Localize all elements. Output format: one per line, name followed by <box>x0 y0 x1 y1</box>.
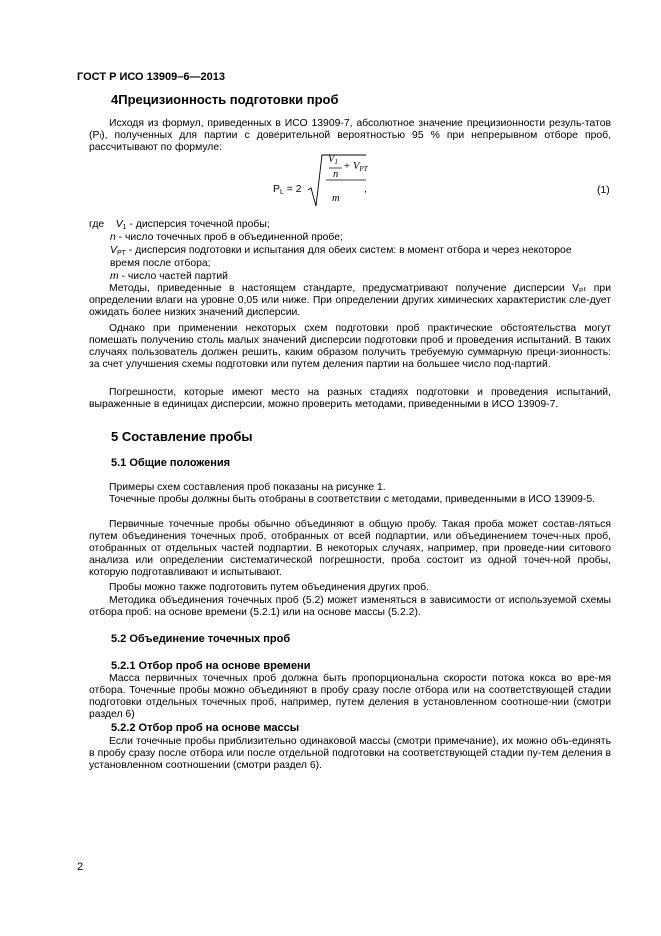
formula-inner-denominator: n <box>333 169 339 180</box>
para-5-2-2: Если точечные пробы приблизительно одинаковой массы (смотри примечание), их можно объ-единять в пробу сразу после отбора или после отдельной подготовки на соответствующей стадии пу-тем деления в установленном соотношении (смотри раздел 6). <box>89 736 611 772</box>
formula-numerator: $V_1$ <box>328 154 338 166</box>
section-5-2-title: 5.2 Объединение точечных проб <box>111 633 291 645</box>
equation-number: (1) <box>597 185 610 196</box>
para-5-2-1: Масса первичных точечных проб должна быть пропорциональна скорости потока кокса во вре-мя отбора. Точечные пробы можно объединяют в пробу сразу после отбора или на соответствующей стадии подготовки отдельных точечных проб, например, путем деления в установленном соотноше-нии (смотри раздел 6) <box>89 673 611 721</box>
formula-1 <box>240 150 380 210</box>
where-v1: где $V_1$ - дисперсия точечной пробы; <box>89 219 270 231</box>
document-header: ГОСТ Р ИСО 13909–6—2013 <box>77 71 225 83</box>
section-5-2-2-title: 5.2.2 Отбор проб на основе массы <box>111 722 300 734</box>
section-5-1-title: 5.1 Общие положения <box>111 457 231 469</box>
formula-vpt: $V_{PT}$ <box>353 161 368 173</box>
page-number: 2 <box>77 861 84 873</box>
section-4-intro: Исходя из формул, приведенных в ИСО 13909-7, абсолютное значение прецизионности резуль-татов (Pₗ), полученных для партии с доверительной вероятностью 95 % при непрерывном отборе проб, рассчитывают по формуле: <box>89 118 611 154</box>
formula-plus: + <box>344 161 350 172</box>
para-methods: Методы, приведенные в настоящем стандарте, предусматривают получение дисперсии Vₚₜ при определении влаги на уровне 0,05 или ниже. При определении других химических характеристик сле-дует ожидать более низких значений дисперсии. <box>89 283 611 319</box>
where-n: n - число точечных проб в объединенной пробе; <box>110 232 343 243</box>
section-4-title: 4Прецизионность подготовки проб <box>111 92 339 107</box>
section-5-title: 5 Составление пробы <box>111 429 253 444</box>
formula-radical <box>306 150 376 210</box>
para-5-1-b: Точечные пробы должны быть отобраны в соответствии с методами, приведенными в ИСО 13909-5. <box>109 494 596 505</box>
para-however: Однако при применении некоторых схем подготовки проб практические обстоятельства могут помешать получению столь малых значений дисперсии подготовки проб и проведения испытаний. В таких случаях пользователь должен решить, каким образом получить требуемую суммарную преци-зионность: за счет улучшения схемы подготовки или путем деления партии на большее число под-партий. <box>89 323 611 371</box>
where-m: m - число частей партий <box>110 271 228 282</box>
para-5-1-d: Пробы можно также подготовить путем объединения других проб. <box>109 582 429 593</box>
section-5-2-1-title: 5.2.1 Отбор проб на основе времени <box>111 660 311 672</box>
formula-comma: , <box>364 184 367 195</box>
para-5-1-e: Методика объединения точечных проб (5.2) может изменяться в зависимости от используемой схемы отбора проб: на основе времени (5.2.1) или на основе массы (5.2.2). <box>89 595 611 619</box>
where-vpt: $V_{PT}$ - дисперсия подготовки и испытания для обеих систем: в момент отбора и через некоторое <box>110 245 572 257</box>
where-vpt-cont: время после отбора; <box>110 258 211 269</box>
para-errors: Погрешности, которые имеют место на разных стадиях подготовки и проведения испытаний, выраженные в единицах дисперсии, можно проверить методами, приведенными в ИСО 13909-7. <box>89 387 611 411</box>
formula-lhs: $P_L = 2$ <box>273 184 302 196</box>
para-5-1-c: Первичные точечные пробы обычно объединяют в общую пробу. Такая проба может состав-ляться путем объединения точечных проб, отобранных от всей подпартии, или объединением точеч-ных проб, отобранных от отдельных частей подпартии. В некоторых случаях, например, при проведе-нии ситового анализа или определении систематической погрешности, проба состоит из одной точеч-ной пробы, которую подготавливают и испытывают. <box>89 519 611 579</box>
formula-outer-denominator: m <box>332 193 340 204</box>
para-5-1-a: Примеры схем составления проб показаны на рисунке 1. <box>109 482 386 493</box>
